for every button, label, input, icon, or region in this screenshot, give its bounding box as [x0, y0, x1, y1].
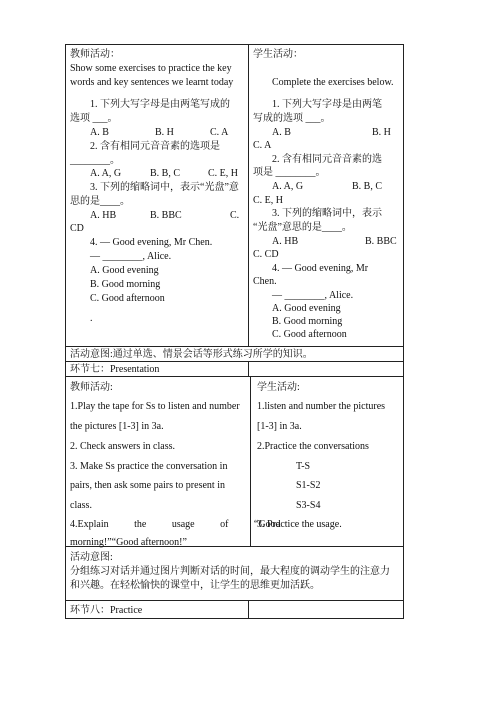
student-heading-2: 学生活动: [257, 382, 300, 393]
teacher-step-line: class. [70, 500, 92, 511]
table-border-left [65, 44, 66, 619]
row-line-2 [65, 361, 404, 362]
t-q3-opt: B. BBC [150, 210, 182, 221]
table-border-bottom [65, 618, 404, 619]
activity-intent-2-line: 和兴趣。在轻松愉快的课堂中，让学生的思维更加活跃。 [70, 580, 320, 591]
teacher-step-line: 2. Check answers in class. [70, 441, 175, 452]
stage-8-title: 环节八：Practice [70, 605, 143, 616]
teacher-step-line: the pictures [1-3] in 3a. [70, 421, 164, 432]
teacher-intro-line: Show some exercises to practice the key [70, 63, 232, 74]
t-q2-opt: B. B, C [150, 168, 181, 179]
s-q4-opt: A. Good evening [272, 303, 341, 314]
t-q1-opt: C. A [210, 127, 229, 138]
student-heading: 学生活动： [253, 49, 303, 60]
t-q4-line: 4. — Good evening, Mr Chen. [90, 237, 213, 248]
s-q2-opt: A. A, G [272, 181, 304, 192]
t-dot: . [90, 313, 93, 324]
s-q1-tail: C. A [253, 140, 272, 151]
t-q3-tail: CD [70, 223, 84, 234]
student-step-line: T-S [296, 461, 311, 472]
s-q4-opt: C. Good afternoon [272, 329, 347, 340]
t-q1-line: 选项 ___。 [70, 113, 118, 124]
s-q3-opt: A. HB [272, 236, 299, 247]
t-q2-opt: C. E, H [208, 168, 238, 179]
s-q3-line: 3. 下列的缩略词中，表示 [272, 208, 382, 219]
teacher-step-line: 1.Play the tape for Ss to listen and number [70, 401, 240, 412]
row-line-3 [65, 376, 404, 377]
s-q2-opt: B. B, C [352, 181, 383, 192]
divider-sec1 [248, 44, 249, 346]
t-q3-opt: A. HB [90, 210, 117, 221]
table-border-right [403, 44, 404, 619]
t-q4-line: — ________, Alice. [90, 251, 172, 262]
t-q4-opt: B. Good morning [90, 279, 161, 290]
teacher-step-line: pairs, then ask some pairs to present in [70, 480, 225, 491]
s-q1-opt: A. B [272, 127, 291, 138]
student-intro: Complete the exercises below. [272, 77, 394, 88]
student-step-line: S3-S4 [296, 500, 321, 511]
s-q3-line: “光盘”意思的是____。 [253, 222, 352, 233]
t-q4-opt: A. Good evening [90, 265, 159, 276]
row-line-1 [65, 346, 404, 347]
t-q3-line: 思的是____。 [70, 196, 130, 207]
student-step-line: S1-S2 [296, 480, 321, 491]
s-q2-line: 项是 ________。 [253, 167, 326, 178]
student-step-line: [1-3] in 3a. [257, 421, 302, 432]
divider-stage7 [248, 361, 249, 376]
teacher-heading: 教师活动： [70, 49, 120, 60]
s-q1-line: 写成的选项 ___。 [253, 113, 331, 124]
activity-intent-2-heading: 活动意图: [70, 552, 113, 563]
t-q4-opt: C. Good afternoon [90, 293, 165, 304]
s-q3-tail: C. CD [253, 249, 279, 260]
t-q3-line: 3. 下列的缩略词中，表示“光盘”意 [90, 182, 239, 193]
s-q4-line: 4. — Good evening, Mr [272, 263, 369, 274]
s-q1-opt: B. H [372, 127, 391, 138]
student-step-line: 2.Practice the conversations [257, 441, 369, 452]
s-q2-tail: C. E, H [253, 195, 283, 206]
student-step-line: 3. Practice the usage. [257, 519, 342, 530]
s-q4-opt: B. Good morning [272, 316, 343, 327]
t-q2-line: ________。 [70, 155, 120, 166]
s-q1-line: 1. 下列大写字母是由两笔 [272, 99, 382, 110]
s-q3-opt: B. BBC [365, 236, 397, 247]
t-q1-opt: B. H [155, 127, 174, 138]
teacher-intro-line: words and key sentences we learnt today [70, 77, 234, 88]
table-border-top [65, 44, 404, 45]
t-q2-opt: A. A, G [90, 168, 122, 179]
t-q1-opt: A. B [90, 127, 109, 138]
teacher-step-line: 3. Make Ss practice the conversation in [70, 461, 228, 472]
teacher-step-line: 4.Explain the usage of “Good [70, 519, 281, 530]
t-q2-line: 2. 含有相同元音音素的选项是 [90, 141, 220, 152]
t-q3-opt: C. [230, 210, 240, 221]
stage-7-title: 环节七：Presentation [70, 364, 160, 375]
teacher-heading-2: 教师活动: [70, 382, 113, 393]
activity-intent-1: 活动意图:通过单选、情景会话等形式练习所学的知识。 [70, 349, 313, 360]
t-q1-line: 1. 下列大写字母是由两笔写成的 [90, 99, 230, 110]
s-q4-line: Chen. [253, 276, 277, 287]
divider-stage8 [248, 600, 249, 619]
teacher-step-line: morning!”“Good afternoon!” [70, 537, 187, 548]
row-line-5 [65, 600, 404, 601]
student-step-line: 1.listen and number the pictures [257, 401, 386, 412]
s-q4-answer-line: — ________, Alice. [272, 290, 354, 301]
s-q2-line: 2. 含有相同元音音素的选 [272, 154, 382, 165]
activity-intent-2-line: 分组练习对话并通过图片判断对话的时间，最大程度的调动学生的注意力 [70, 566, 390, 577]
